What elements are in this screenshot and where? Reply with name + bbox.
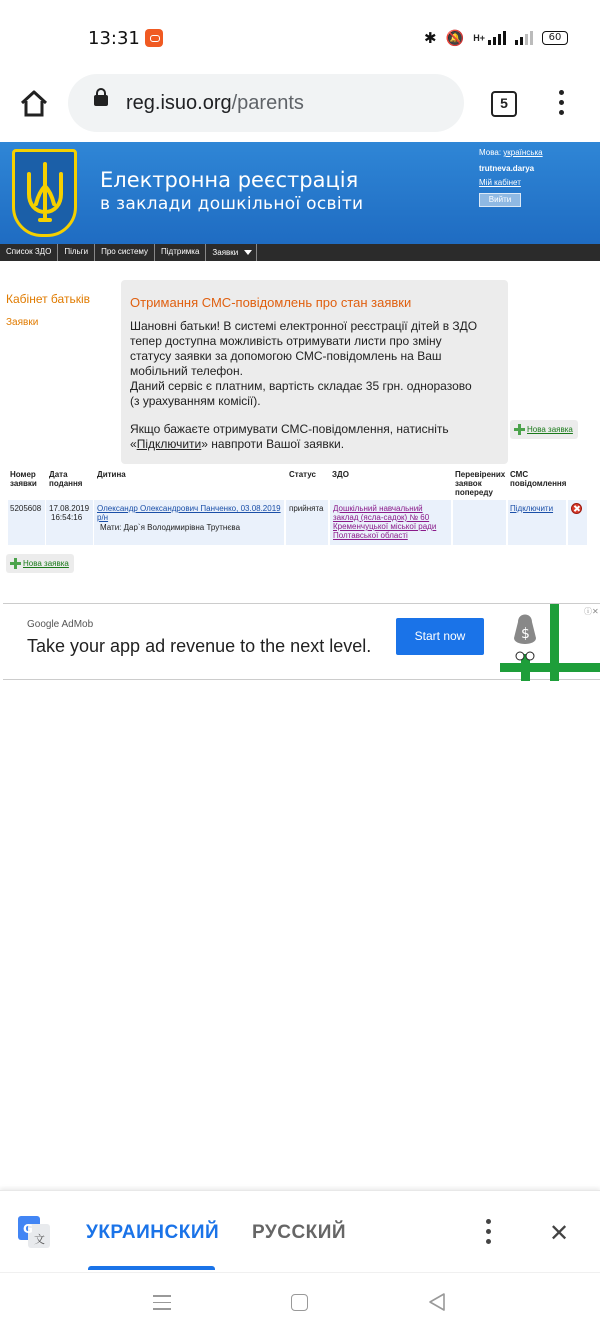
username: trutneva.darya [479, 164, 535, 173]
tab-switcher-button[interactable]: 5 [491, 91, 517, 117]
connect-link-inline[interactable]: Підключити [136, 437, 202, 451]
svg-text:G: G [23, 1222, 33, 1236]
col-number: Номер заявки [10, 470, 37, 488]
sidebar-title: Кабінет батьків [6, 292, 90, 306]
status-bar [0, 0, 600, 70]
translate-bar [0, 1190, 600, 1272]
signal-2-icon [515, 31, 533, 45]
translate-close-icon[interactable]: ✕ [549, 1219, 570, 1247]
translate-more-icon[interactable] [484, 1219, 492, 1245]
mother-name: Мати: Дар`я Володимирівна Трутнєва [100, 523, 241, 532]
ad-close-icon[interactable]: ⓘ✕ [584, 607, 599, 616]
battery-icon: 60 [542, 31, 568, 45]
ad-text: Take your app ad revenue to the next level. [27, 636, 372, 656]
child-cell [97, 504, 283, 532]
svg-text:$: $ [521, 626, 530, 642]
plus-icon [10, 558, 21, 569]
sms-notice-box [121, 280, 508, 464]
ad-banner[interactable] [3, 603, 600, 680]
ukraine-trident-logo[interactable] [12, 149, 77, 237]
new-request-button-top[interactable]: Нова заявка [510, 420, 578, 439]
col-date: Дата подання [49, 470, 83, 488]
lock-icon [94, 95, 108, 106]
active-tab-indicator [88, 1266, 215, 1270]
zdo-link[interactable]: Дошкільний навчальний заклад (ясла-садок) № 60 Кременчуцької міської ради Полтавської області [333, 504, 437, 540]
sidebar-link-requests[interactable]: Заявки [6, 317, 39, 328]
ad-start-button[interactable]: Start now [396, 618, 484, 655]
bluetooth-icon: ✱ [423, 29, 437, 47]
svg-text:文: 文 [34, 1233, 45, 1246]
ad-brand: Google AdMob [27, 619, 94, 630]
delete-icon[interactable] [571, 503, 582, 514]
logout-button[interactable]: Вийти [479, 193, 521, 207]
main-nav [0, 244, 600, 261]
col-zdo: ЗДО [332, 470, 349, 479]
system-navigation-bar [0, 1272, 600, 1332]
nav-item-about[interactable]: Про систему [95, 244, 155, 261]
google-translate-icon[interactable] [18, 1216, 50, 1248]
site-title: Електронна реєстрація [100, 168, 359, 192]
tab-ukrainian[interactable]: УКРАИНСКИЙ [86, 1222, 220, 1243]
language-link[interactable]: українська [503, 148, 543, 157]
recent-apps-icon[interactable] [153, 1295, 171, 1315]
bell-muted-icon: 🔕 [445, 29, 465, 47]
home-icon[interactable] [18, 88, 50, 120]
col-checked-ahead: Перевірених заявок попереду [455, 470, 506, 497]
back-icon[interactable] [427, 1292, 447, 1312]
sms-connect-link[interactable]: Підключити [510, 504, 554, 513]
request-date: 17.08.2019 16:54:16 [49, 504, 90, 522]
browser-toolbar [0, 70, 600, 142]
home-nav-icon[interactable] [291, 1294, 308, 1311]
site-header [0, 142, 600, 244]
new-request-button-bottom[interactable]: Нова заявка [6, 554, 74, 573]
signal-icon [488, 31, 506, 45]
col-status: Статус [289, 470, 316, 479]
address-bar[interactable] [68, 74, 464, 132]
status-icons [424, 28, 568, 48]
request-status: прийнята [289, 504, 324, 513]
col-child: Дитина [97, 470, 126, 479]
app-notification-icon [145, 29, 163, 47]
nav-item-zdo-list[interactable]: Список ЗДО [0, 244, 58, 261]
nav-item-requests-dropdown[interactable]: Заявки [206, 244, 257, 261]
url-text: reg.isuo.org/parents [126, 92, 304, 114]
nav-item-benefits[interactable]: Пільги [58, 244, 95, 261]
col-sms: СМС повідомлення [510, 470, 567, 488]
request-number: 5205608 [10, 504, 42, 513]
nav-item-support[interactable]: Підтримка [155, 244, 206, 261]
plus-icon [514, 424, 525, 435]
clock: 13:31 [88, 28, 140, 49]
network-type: H+ [473, 33, 485, 43]
sms-notice-text: Шановні батьки! В системі електронної реєстрації дітей в ЗДО тепер доступна можливість отримувати листи про зміну статусу заявки за допомогою СМС-повідомлень на Ваш мобільний телефон. Даний сервіс є платним, вартість складає 35 грн. одноразово (з урахуванням комісії). Якщо бажаєте отримувати СМС-повідомлення, натисніть «Підключити» навпроти Вашої заявки. [130, 319, 478, 451]
child-link[interactable]: Олександр Олександрович Панченко, 03.08.2019 р/н [97, 504, 281, 522]
site-subtitle: в заклади дошкільної освіти [100, 194, 364, 214]
language-selector: Мова: українська [479, 148, 543, 157]
sms-notice-title: Отримання СМС-повідомлень про стан заявки [130, 295, 412, 310]
my-cabinet-link[interactable]: Мій кабінет [479, 178, 521, 187]
browser-menu-button[interactable] [556, 90, 566, 120]
tab-russian[interactable]: РУССКИЙ [252, 1222, 347, 1243]
